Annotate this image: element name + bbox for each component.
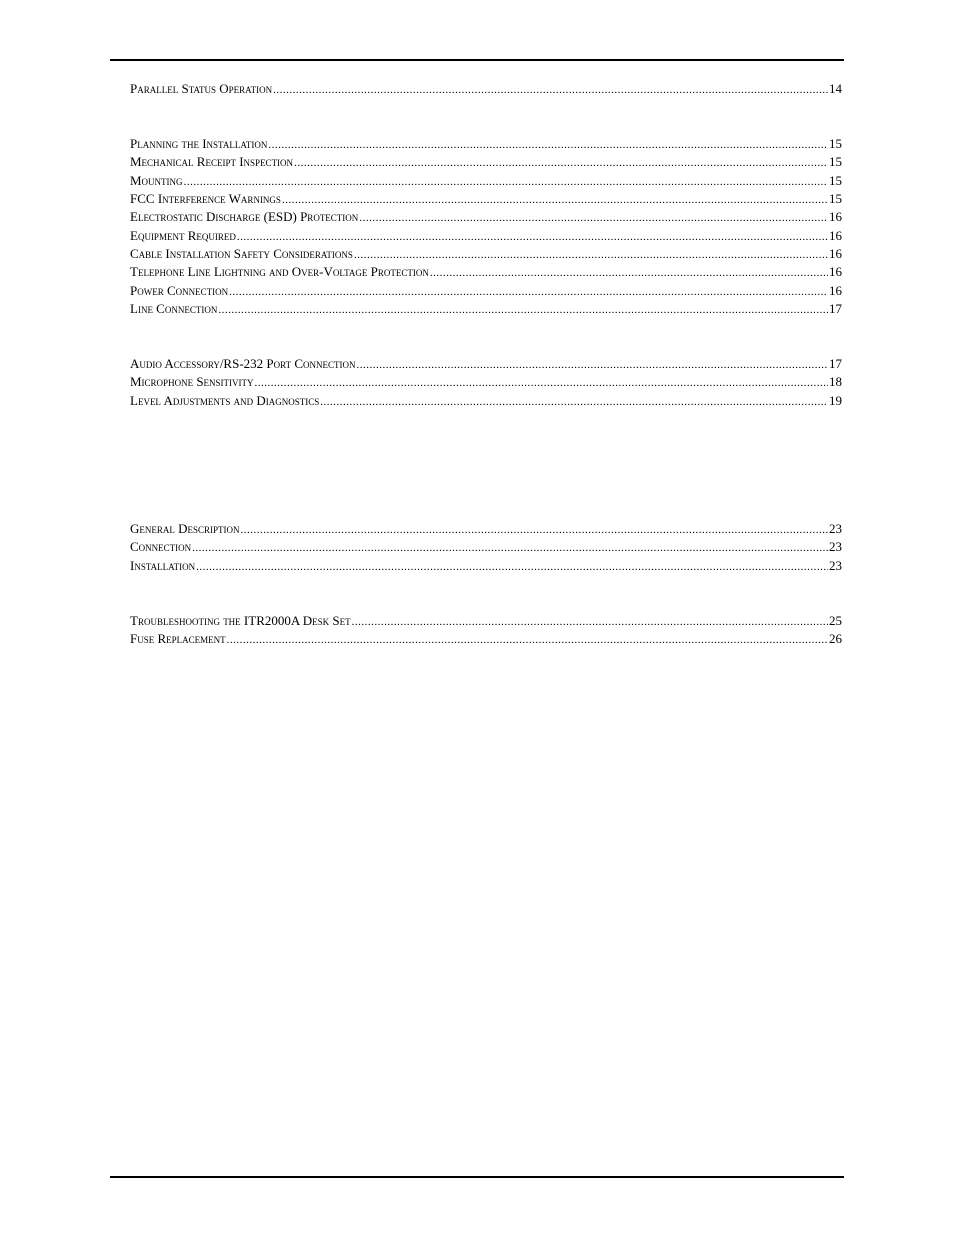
toc-leader-dots bbox=[352, 613, 828, 631]
toc-entry-page: 26 bbox=[829, 631, 842, 646]
toc-entry-page: 15 bbox=[829, 154, 842, 169]
toc-entry-title: Troubleshooting the ITR2000A Desk Set bbox=[130, 613, 351, 628]
toc-entry-fuse-replacement[interactable] bbox=[130, 630, 842, 648]
toc-entry-audio-accessory-rs232[interactable] bbox=[130, 355, 842, 373]
toc-leader-dots bbox=[255, 374, 828, 392]
toc-entry-page: 16 bbox=[829, 246, 842, 261]
toc-entry-installation[interactable] bbox=[130, 557, 842, 575]
toc-entry-troubleshooting-desk-set[interactable] bbox=[130, 612, 842, 630]
toc-leader-dots bbox=[184, 173, 828, 191]
toc-entry-planning-the-installation[interactable] bbox=[130, 135, 842, 153]
footer-rule bbox=[110, 1176, 844, 1178]
toc-entry-page: 15 bbox=[829, 173, 842, 188]
toc-entry-power-connection[interactable] bbox=[130, 282, 842, 300]
toc-entry-page: 16 bbox=[829, 209, 842, 224]
toc-entry-page: 23 bbox=[829, 539, 842, 554]
toc-entry-title: Microphone Sensitivity bbox=[130, 374, 254, 389]
toc-entry-fcc-interference-warnings[interactable] bbox=[130, 190, 842, 208]
toc-entry-title: Audio Accessory/RS-232 Port Connection bbox=[130, 356, 356, 371]
toc-entry-telephone-line-lightning[interactable] bbox=[130, 263, 842, 281]
toc-entry-cable-installation-safety[interactable] bbox=[130, 245, 842, 263]
toc-entry-page: 15 bbox=[829, 136, 842, 151]
toc-entry-title: Equipment Required bbox=[130, 228, 236, 243]
toc-leader-dots bbox=[268, 136, 828, 154]
toc-entry-mounting[interactable] bbox=[130, 172, 842, 190]
toc-leader-dots bbox=[320, 393, 828, 411]
toc-entry-level-adjustments[interactable] bbox=[130, 392, 842, 410]
toc-entry-page: 23 bbox=[829, 521, 842, 536]
toc-entry-page: 16 bbox=[829, 283, 842, 298]
toc-entry-microphone-sensitivity[interactable] bbox=[130, 373, 842, 391]
toc-leader-dots bbox=[229, 283, 828, 301]
toc-entry-page: 18 bbox=[829, 374, 842, 389]
toc-leader-dots bbox=[294, 154, 828, 172]
toc-entry-electrostatic-discharge-protection[interactable] bbox=[130, 208, 842, 226]
toc-leader-dots bbox=[192, 539, 828, 557]
toc-leader-dots bbox=[359, 209, 828, 227]
toc-entry-page: 14 bbox=[829, 81, 842, 96]
toc-entry-mechanical-receipt-inspection[interactable] bbox=[130, 153, 842, 171]
toc-entry-title: General Description bbox=[130, 521, 240, 536]
toc-entry-title: Fuse Replacement bbox=[130, 631, 226, 646]
toc-entry-page: 17 bbox=[829, 356, 842, 371]
toc-leader-dots bbox=[196, 558, 828, 576]
toc-entry-parallel-status-operation[interactable] bbox=[130, 80, 842, 98]
toc-entry-title: FCC Interference Warnings bbox=[130, 191, 281, 206]
toc-entry-connection[interactable] bbox=[130, 538, 842, 556]
toc-entry-page: 16 bbox=[829, 264, 842, 279]
toc-entry-general-description[interactable] bbox=[130, 520, 842, 538]
toc-entry-title: Electrostatic Discharge (ESD) Protection bbox=[130, 209, 359, 224]
toc-entry-title: Mounting bbox=[130, 173, 183, 188]
toc-entry-line-connection[interactable] bbox=[130, 300, 842, 318]
toc-entry-title: Power Connection bbox=[130, 283, 229, 298]
toc-entry-title: Parallel Status Operation bbox=[130, 81, 273, 96]
toc-leader-dots bbox=[241, 521, 828, 539]
toc-entry-page: 15 bbox=[829, 191, 842, 206]
toc-entry-page: 16 bbox=[829, 228, 842, 243]
toc-leader-dots bbox=[430, 264, 828, 282]
toc-entry-page: 17 bbox=[829, 301, 842, 316]
toc-leader-dots bbox=[237, 228, 828, 246]
toc-entry-equipment-required[interactable] bbox=[130, 227, 842, 245]
toc-entry-title: Line Connection bbox=[130, 301, 218, 316]
toc-entry-title: Mechanical Receipt Inspection bbox=[130, 154, 294, 169]
toc-entry-title: Cable Installation Safety Considerations bbox=[130, 246, 353, 261]
toc-entry-title: Telephone Line Lightning and Over-Voltage Protection bbox=[130, 264, 429, 279]
toc-entry-title: Installation bbox=[130, 558, 196, 573]
toc-entry-title: Level Adjustments and Diagnostics bbox=[130, 393, 320, 408]
toc-leader-dots bbox=[273, 81, 828, 99]
toc-leader-dots bbox=[282, 191, 828, 209]
header-rule bbox=[110, 59, 844, 61]
toc-entry-page: 23 bbox=[829, 558, 842, 573]
toc-leader-dots bbox=[218, 301, 828, 319]
toc-leader-dots bbox=[357, 356, 828, 374]
toc-entry-page: 19 bbox=[829, 393, 842, 408]
toc-leader-dots bbox=[354, 246, 828, 264]
toc-entry-title: Planning the Installation bbox=[130, 136, 268, 151]
toc-entry-title: Connection bbox=[130, 539, 192, 554]
toc-leader-dots bbox=[227, 631, 828, 649]
toc-entry-page: 25 bbox=[829, 613, 842, 628]
